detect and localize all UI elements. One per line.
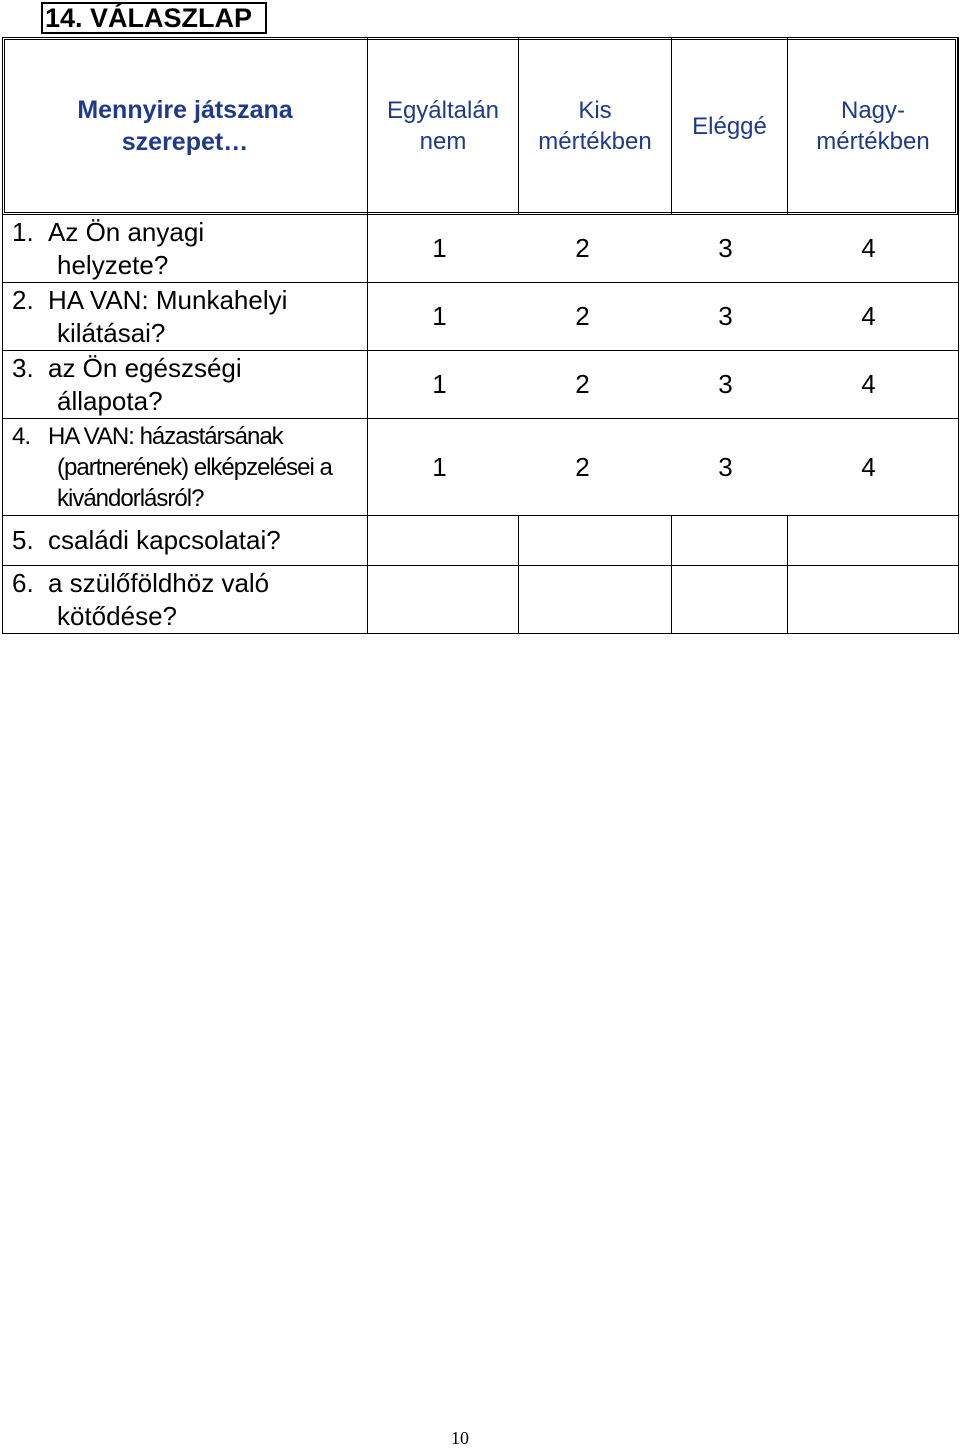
scale-option-4[interactable]: 4 <box>861 369 876 399</box>
option-1-line-1: Egyáltalán <box>386 97 500 124</box>
option-1-line-2: nem <box>419 128 467 155</box>
question-cell <box>3 516 368 566</box>
table-row <box>3 566 959 634</box>
question-number: 5. <box>12 525 34 555</box>
option-4-line-1: Nagy- <box>840 97 906 124</box>
answer-cell[interactable] <box>368 516 519 566</box>
scale-option-4[interactable]: 4 <box>861 451 876 482</box>
rating-scale <box>368 452 958 483</box>
question-cell <box>3 566 368 634</box>
rating-scale <box>368 301 958 332</box>
option-header-3 <box>672 38 788 215</box>
header-row <box>3 38 959 215</box>
answer-cell[interactable] <box>672 566 788 634</box>
question-line: az Ön egészségi <box>48 352 242 383</box>
question-cell <box>3 419 368 516</box>
scale-cell <box>368 283 959 351</box>
table-row <box>3 215 959 283</box>
question-cell <box>3 215 368 283</box>
scale-option-2[interactable]: 2 <box>575 301 590 331</box>
answer-cell[interactable] <box>788 566 959 634</box>
question-line: (partnerének) elképzelései a <box>57 453 332 481</box>
table-row <box>3 351 959 419</box>
question-number: 4. <box>12 422 31 450</box>
scale-option-4[interactable]: 4 <box>861 233 876 263</box>
table-row <box>3 283 959 351</box>
scale-option-1[interactable]: 1 <box>432 369 447 399</box>
scale-cell <box>368 351 959 419</box>
scale-option-2[interactable]: 2 <box>575 369 590 399</box>
rating-scale <box>368 233 958 264</box>
question-line: HA VAN: Munkahelyi <box>48 284 288 315</box>
option-2-line-2: mértékben <box>538 128 652 155</box>
option-header-2 <box>519 38 672 215</box>
answer-cell[interactable] <box>788 516 959 566</box>
scale-option-3[interactable]: 3 <box>718 369 733 399</box>
answer-cell[interactable] <box>368 566 519 634</box>
question-header <box>3 38 368 215</box>
scale-cell <box>368 419 959 516</box>
answer-cell[interactable] <box>519 566 672 634</box>
option-header-1 <box>368 38 519 215</box>
scale-option-1[interactable]: 1 <box>432 451 447 482</box>
page-title: 14. VÁLASZLAP <box>41 2 267 34</box>
question-line: kivándorlásról? <box>57 484 204 512</box>
page-number: 10 <box>451 1428 469 1448</box>
question-line: kilátásai? <box>57 317 166 348</box>
question-cell <box>3 283 368 351</box>
question-line: Az Ön anyagi <box>48 216 205 247</box>
option-3-line-1: Eléggé <box>692 112 767 140</box>
question-line: HA VAN: házastársának <box>48 422 283 450</box>
question-number: 2. <box>12 284 34 315</box>
scale-option-2[interactable]: 2 <box>575 451 590 482</box>
scale-option-4[interactable]: 4 <box>861 301 876 331</box>
scale-option-1[interactable]: 1 <box>432 233 447 263</box>
question-number: 3. <box>12 352 34 383</box>
scale-option-2[interactable]: 2 <box>575 233 590 263</box>
table-row <box>3 419 959 516</box>
scale-option-3[interactable]: 3 <box>718 451 733 482</box>
question-cell <box>3 351 368 419</box>
question-header-line-2: szerepet… <box>121 128 249 156</box>
answer-cell[interactable] <box>519 516 672 566</box>
scale-option-3[interactable]: 3 <box>718 301 733 331</box>
option-2-line-1: Kis <box>578 97 612 124</box>
option-header-4 <box>788 38 959 215</box>
scale-option-3[interactable]: 3 <box>718 233 733 263</box>
question-number: 1. <box>12 216 34 247</box>
question-line: kötődése? <box>57 600 177 631</box>
question-line: helyzete? <box>57 249 169 280</box>
table-row <box>3 516 959 566</box>
rating-scale <box>368 369 958 400</box>
question-header-line-1: Mennyire játszana <box>77 96 293 124</box>
question-number: 6. <box>12 567 34 598</box>
question-line: állapota? <box>57 385 163 416</box>
option-4-line-2: mértékben <box>816 128 930 155</box>
answer-table <box>2 37 959 634</box>
answer-cell[interactable] <box>672 516 788 566</box>
question-line: a szülőföldhöz való <box>48 567 270 598</box>
scale-option-1[interactable]: 1 <box>432 301 447 331</box>
question-line: családi kapcsolatai? <box>48 525 281 555</box>
scale-cell <box>368 215 959 283</box>
